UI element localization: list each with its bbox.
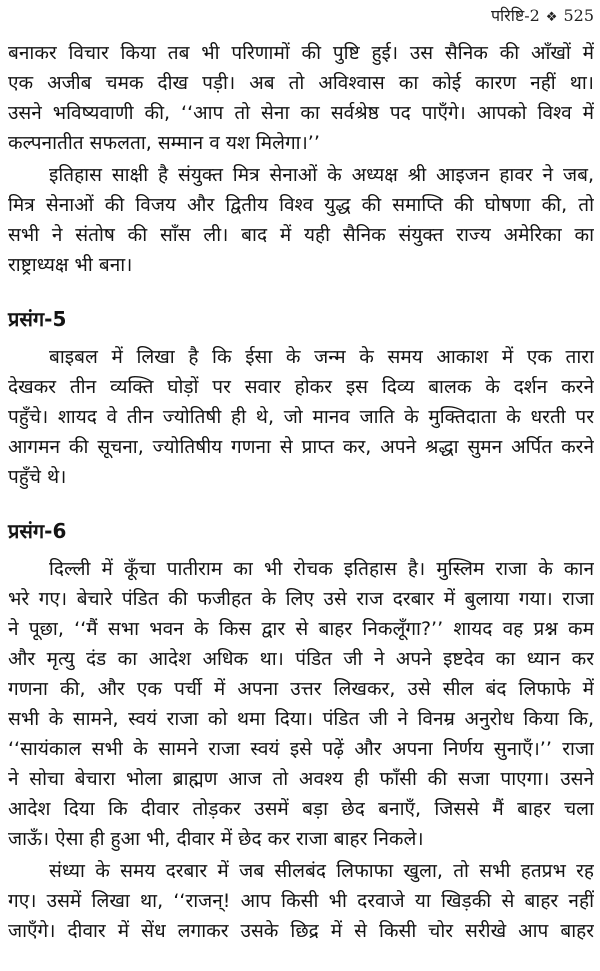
text-line: ने पूछा, ‘‘मैं सभा भवन के किस द्वार से बाहर निकलूँगा?’’ शायद वह प्रश्न कम <box>8 618 594 640</box>
text-line: जाएँगे। दीवार में सेंध लगाकर उसके छिद्र में से किसी चोर सरीखे आप बाहर <box>8 920 594 942</box>
text-line: गणना की, और एक पर्ची में अपना उत्तर लिखकर, उसे सील बंद लिफाफे में <box>8 678 594 700</box>
section-heading: प्रसंग-6 <box>8 519 67 543</box>
text-line: सभी ने संतोष की साँस ली। बाद में यही सैनिक संयुक्त राज्य अमेरिका का <box>8 224 594 246</box>
text-line: देखकर तीन व्यक्ति घोड़ों पर सवार होकर इस दिव्य बालक के दर्शन करने <box>8 376 594 398</box>
section-label: परिष्टि-2 <box>490 6 540 25</box>
text-line: जाऊँ। ऐसा ही हुआ भी, दीवार में छेद कर राजा बाहर निकले। <box>8 828 424 850</box>
text-line: सभी के सामने, स्वयं राजा को थमा दिया। पंडित जी ने विनम्र अनुरोध किया कि, <box>8 708 594 730</box>
text-line: और मृत्यु दंड का आदेश अधिक था। पंडित जी ने अपने इष्टदेव का ध्यान कर <box>8 648 594 670</box>
text-line: इतिहास साक्षी है संयुक्त मित्र सेनाओं के अध्यक्ष श्री आइजन हावर ने जब, <box>49 164 594 186</box>
text-line: एक अजीब चमक दीख पड़ी। अब तो अविश्वास का कोई कारण नहीं था। <box>8 72 594 94</box>
text-line: संध्या के समय दरबार में जब सीलबंद लिफाफा खुला, तो सभी हतप्रभ रह <box>49 860 594 882</box>
text-line: ने सोचा बेचारा भोला ब्राह्मण आज तो अवश्य ही फाँसी की सजा पाएगा। उसने <box>8 768 594 790</box>
text-line: दिल्ली में कूँचा पातीराम का भी रोचक इतिहास है। मुस्लिम राजा के कान <box>49 558 594 580</box>
text-line: बाइबल में लिखा है कि ईसा के जन्म के समय आकाश में एक तारा <box>49 346 594 368</box>
section-heading: प्रसंग-5 <box>8 307 67 331</box>
text-line: मित्र सेनाओं की विजय और द्वितीय विश्व युद्ध की समाप्ति की घोषणा की, तो <box>8 194 594 216</box>
text-line: बनाकर विचार किया तब भी परिणामों की पुष्टि हुई। उस सैनिक की आँखों में <box>8 42 594 64</box>
running-header <box>491 4 594 26</box>
diamond-separator-icon: ❖ <box>545 10 558 25</box>
text-line: पहुँचे थे। <box>8 466 67 488</box>
text-line: आदेश दिया कि दीवार तोड़कर उसमें बड़ा छेद बनाएँ, जिससे मैं बाहर चला <box>8 798 594 820</box>
text-line: गए। उसमें लिखा था, ‘‘राजन्! आप किसी भी दरवाजे या खिड़की से बाहर नहीं <box>8 890 594 912</box>
page-number: 525 <box>563 6 594 25</box>
text-line: ‘‘सायंकाल सभी के सामने राजा स्वयं इसे पढ़ें और अपना निर्णय सुनाएँ।’’ राजा <box>8 738 594 760</box>
text-line: कल्पनातीत सफलता, सम्मान व यश मिलेगा।’’ <box>8 132 320 154</box>
text-line: पहुँचे। शायद वे तीन ज्योतिषी ही थे, जो मानव जाति के मुक्तिदाता के धरती पर <box>8 406 594 428</box>
text-line: राष्ट्राध्यक्ष भी बना। <box>8 254 133 276</box>
text-line: आगमन की सूचना, ज्योतिषीय गणना से प्राप्त कर, अपने श्रद्धा सुमन अर्पित करने <box>8 436 594 458</box>
text-line: भरे गए। बेचारे पंडित की फजीहत के लिए उसे राज दरबार में बुलाया गया। राजा <box>8 588 594 610</box>
text-line: उसने भविष्यवाणी की, ‘‘आप तो सेना का सर्वश्रेष्ठ पद पाएँगे। आपको विश्व में <box>8 102 594 124</box>
